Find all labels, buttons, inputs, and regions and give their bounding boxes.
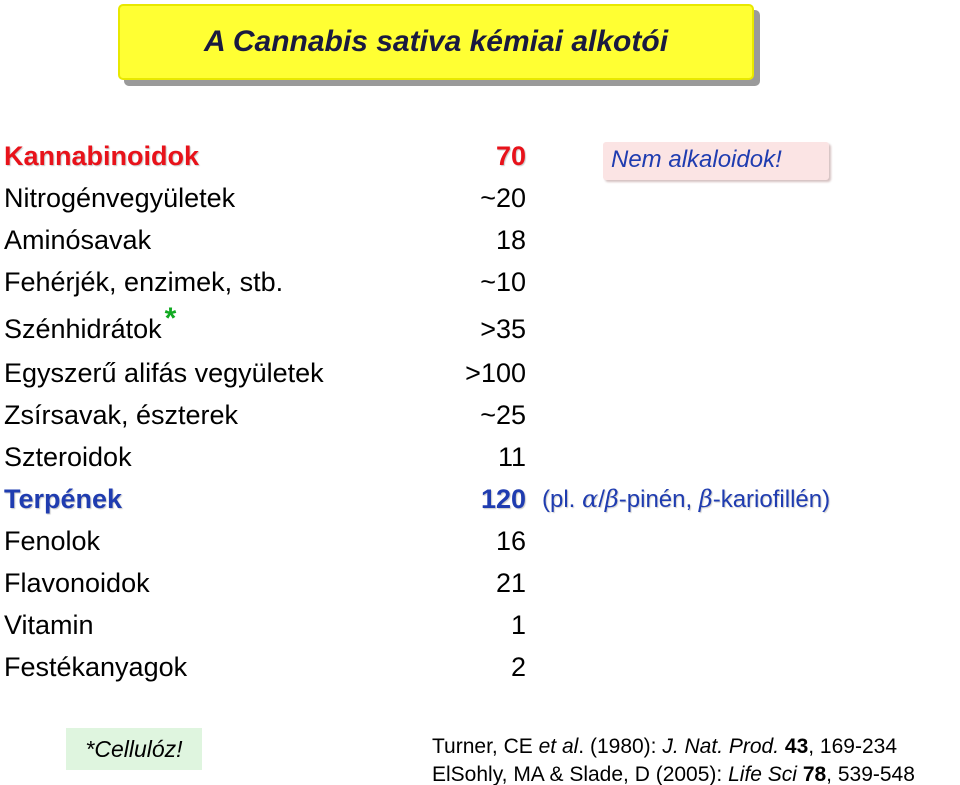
list-item: [4, 262, 526, 302]
item-name: Egyszerű alifás vegyületek: [4, 358, 324, 388]
item-count: 18: [495, 225, 526, 255]
item-name: Festékanyagok: [4, 652, 188, 682]
note-slash: /: [598, 486, 605, 513]
ref-etal: et al: [538, 735, 579, 758]
ref-year: . (1980):: [578, 735, 663, 758]
item-count: 21: [495, 568, 526, 598]
item-name: Kannabinoidok: [4, 141, 199, 171]
ref-volume: 43: [784, 735, 809, 758]
ref-journal: Life Sci: [728, 763, 797, 785]
item-count: >100: [465, 358, 526, 388]
note-suffix: -kariofillén): [712, 486, 831, 513]
reference-2: [432, 761, 915, 785]
footnote-text: *Cellulóz!: [85, 735, 183, 762]
item-name: Fenolok: [4, 526, 101, 556]
list-item: [4, 437, 526, 477]
footnote-box: [66, 728, 202, 770]
item-name: Flavonoidok: [4, 568, 150, 598]
ref-authors: Turner, CE: [432, 735, 539, 758]
item-name: Szteroidok: [4, 442, 132, 472]
item-name: Szénhidrátok: [4, 314, 162, 344]
item-count: 70: [495, 141, 526, 171]
item-count: 120: [480, 484, 526, 514]
beta-symbol: β: [604, 485, 619, 513]
ref-journal: J. Nat. Prod.: [662, 735, 780, 758]
page-title: A Cannabis sativa kémiai alkotói: [203, 25, 669, 58]
list-item: [4, 136, 526, 176]
note-prefix: (pl.: [542, 486, 583, 513]
alpha-symbol: α: [582, 485, 599, 513]
footnote-star: *: [164, 302, 177, 335]
callout-box: [603, 142, 829, 180]
list-item: [4, 395, 526, 435]
list-item: [4, 302, 526, 349]
ref-pages: , 539-548: [826, 763, 915, 785]
item-name: Nitrogénvegyületek: [4, 183, 236, 213]
item-name: Zsírsavak, észterek: [4, 400, 239, 430]
item-count: 16: [495, 526, 526, 556]
list-item: [4, 479, 526, 519]
terpene-note: [542, 481, 830, 518]
ref-pages: , 169-234: [808, 735, 898, 758]
title-box: [118, 4, 754, 80]
list-item: [4, 178, 526, 218]
list-item: [4, 220, 526, 260]
list-item: [4, 353, 526, 393]
list-item: [4, 605, 526, 645]
note-mid: -pinén,: [618, 486, 699, 513]
list-item: [4, 563, 526, 603]
item-count: >35: [480, 314, 526, 344]
reference-1: [432, 733, 915, 761]
item-count: 1: [510, 610, 526, 640]
item-count: 11: [497, 442, 526, 472]
item-count: 2: [510, 652, 526, 682]
item-name: Aminósavak: [4, 225, 152, 255]
item-name: Vitamin: [4, 610, 94, 640]
callout-text: Nem alkaloidok!: [611, 146, 782, 173]
beta-symbol: β: [698, 485, 713, 513]
item-count: ~10: [480, 267, 526, 297]
item-count: ~25: [480, 400, 526, 430]
item-count: ~20: [480, 183, 526, 213]
ref-authors: ElSohly, MA & Slade, D (2005):: [432, 763, 729, 785]
list-item: [4, 521, 526, 561]
ref-volume: 78: [802, 763, 827, 785]
item-name: Fehérjék, enzimek, stb.: [4, 267, 284, 297]
references: [432, 733, 915, 785]
item-name: Terpének: [4, 484, 123, 514]
list-item: [4, 647, 526, 687]
